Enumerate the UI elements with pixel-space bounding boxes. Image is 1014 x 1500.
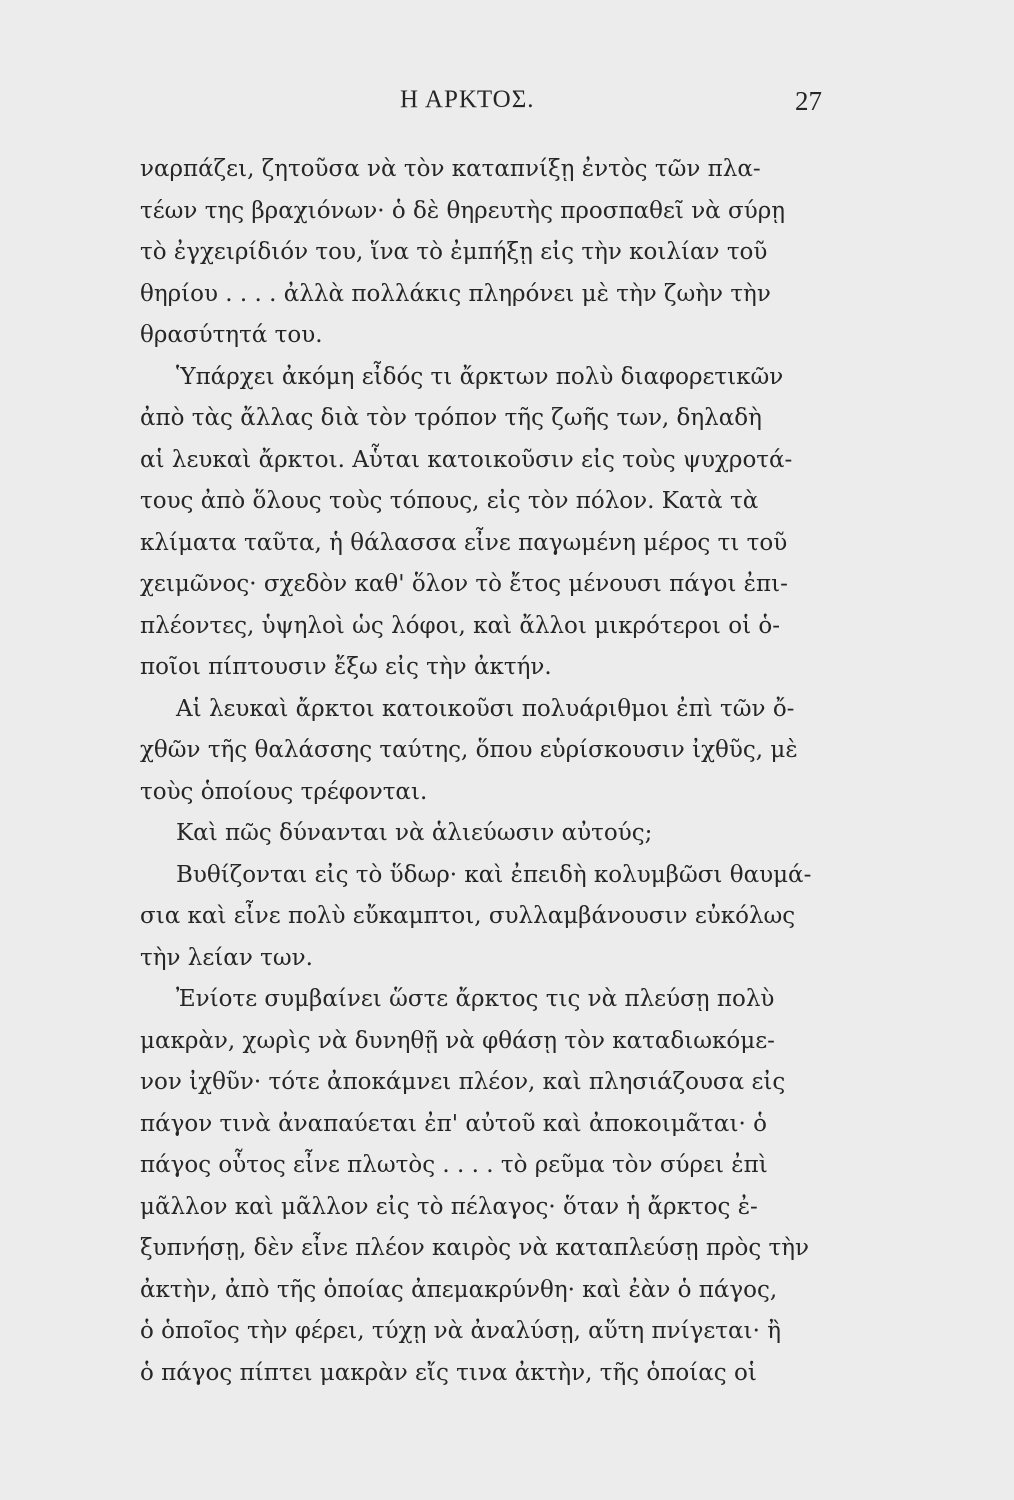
text-line: πλέοντες, ὑψηλοὶ ὡς λόφοι, καὶ ἄλλοι μικρότεροι οἱ ὁ- [140,612,781,639]
text-line: ποῖοι πίπτουσιν ἔξω εἰς τὴν ἀκτήν. [140,654,552,680]
text-line: κλίματα ταῦτα, ἡ θάλασσα εἶνε παγωμένη μέρος τι τοῦ [140,529,788,556]
text-line: πάγος οὗτος εἶνε πλωτὸς . . . . τὸ ρεῦμα τὸν σύρει ἐπὶ [140,1152,768,1178]
text-line: αἱ λευκαὶ ἄρκτοι. Αὗται κατοικοῦσιν εἰς τοὺς ψυχροτά- [140,446,793,473]
running-title: Η ΑΡΚΤΟΣ. [400,86,535,113]
text-line: τὸ ἐγχειρίδιόν του, ἵνα τὸ ἐμπήξῃ εἰς τὴν κοιλίαν τοῦ [140,239,768,265]
text-line: Ἐνίοτε συμβαίνει ὥστε ἄρκτος τις νὰ πλεύσῃ πολὺ [176,986,775,1012]
text-line: μακρὰν, χωρὶς νὰ δυνηθῇ νὰ φθάσῃ τὸν καταδιωκόμε- [140,1027,775,1054]
text-line: τους ἀπὸ ὅλους τοὺς τόπους, εἰς τὸν πόλον. Κατὰ τὰ [140,488,759,514]
text-line: χειμῶνος· σχεδὸν καθ' ὅλον τὸ ἔτος μένουσι πάγοι ἐπι- [140,571,788,597]
text-line: ναρπάζει, ζητοῦσα νὰ τὸν καταπνίξῃ ἐντὸς τῶν πλα- [140,156,761,182]
text-line: ἀπὸ τὰς ἄλλας διὰ τὸν τρόπον τῆς ζωῆς των, δηλαδὴ [140,405,762,431]
text-line: ξυπνήσῃ, δὲν εἶνε πλέον καιρὸς νὰ καταπλεύσῃ πρὸς τὴν [140,1235,810,1261]
text-line: θρασύτητά του. [140,322,323,348]
text-line: χθῶν τῆς θαλάσσης ταύτης, ὅπου εὑρίσκουσιν ἰχθῦς, μὲ [140,737,798,763]
text-line: σια καὶ εἶνε πολὺ εὔκαμπτοι, συλλαμβάνουσιν εὐκόλως [140,903,796,929]
text-line: πάγον τινὰ ἀναπαύεται ἐπ' αὐτοῦ καὶ ἀποκοιμᾶται· ὁ [140,1110,767,1137]
text-line: τοὺς ὁποίους τρέφονται. [140,778,428,805]
body-text [140,149,830,1394]
text-line: νον ἰχθῦν· τότε ἀποκάμνει πλέον, καὶ πλησιάζουσα εἰς [140,1069,786,1095]
page-header [140,86,822,126]
text-line: μᾶλλον καὶ μᾶλλον εἰς τὸ πέλαγος· ὅταν ἡ ἄρκτος ἐ- [140,1193,758,1220]
page-number: 27 [795,86,822,116]
text-line: ὁ ὁποῖος τὴν φέρει, τύχῃ νὰ ἀναλύσῃ, αὕτη πνίγεται· ἢ [140,1318,781,1344]
text-line: θηρίου . . . . ἀλλὰ πολλάκις πληρόνει μὲ τὴν ζωὴν τὴν [140,280,771,307]
text-line: ἀκτὴν, ἀπὸ τῆς ὁποίας ἀπεμακρύνθη· καὶ ἐὰν ὁ πάγος, [140,1276,778,1303]
text-line: Βυθίζονται εἰς τὸ ὕδωρ· καὶ ἐπειδὴ κολυμβῶσι θαυμά- [176,861,812,888]
text-line: ὁ πάγος πίπτει μακρὰν εἴς τινα ἀκτὴν, τῆς ὁποίας οἱ [140,1359,757,1386]
text-line: Ὑπάρχει ἀκόμη εἶδός τι ἄρκτων πολὺ διαφορετικῶν [176,363,784,390]
text-line: Αἱ λευκαὶ ἄρκτοι κατοικοῦσι πολυάριθμοι ἐπὶ τῶν ὄ- [176,695,795,722]
text-line: τέων της βραχιόνων· ὁ δὲ θηρευτὴς προσπαθεῖ νὰ σύρῃ [140,197,786,224]
text-line: Καὶ πῶς δύνανται νὰ ἁλιεύωσιν αὐτούς; [176,820,653,846]
text-line: τὴν λείαν των. [140,944,313,971]
